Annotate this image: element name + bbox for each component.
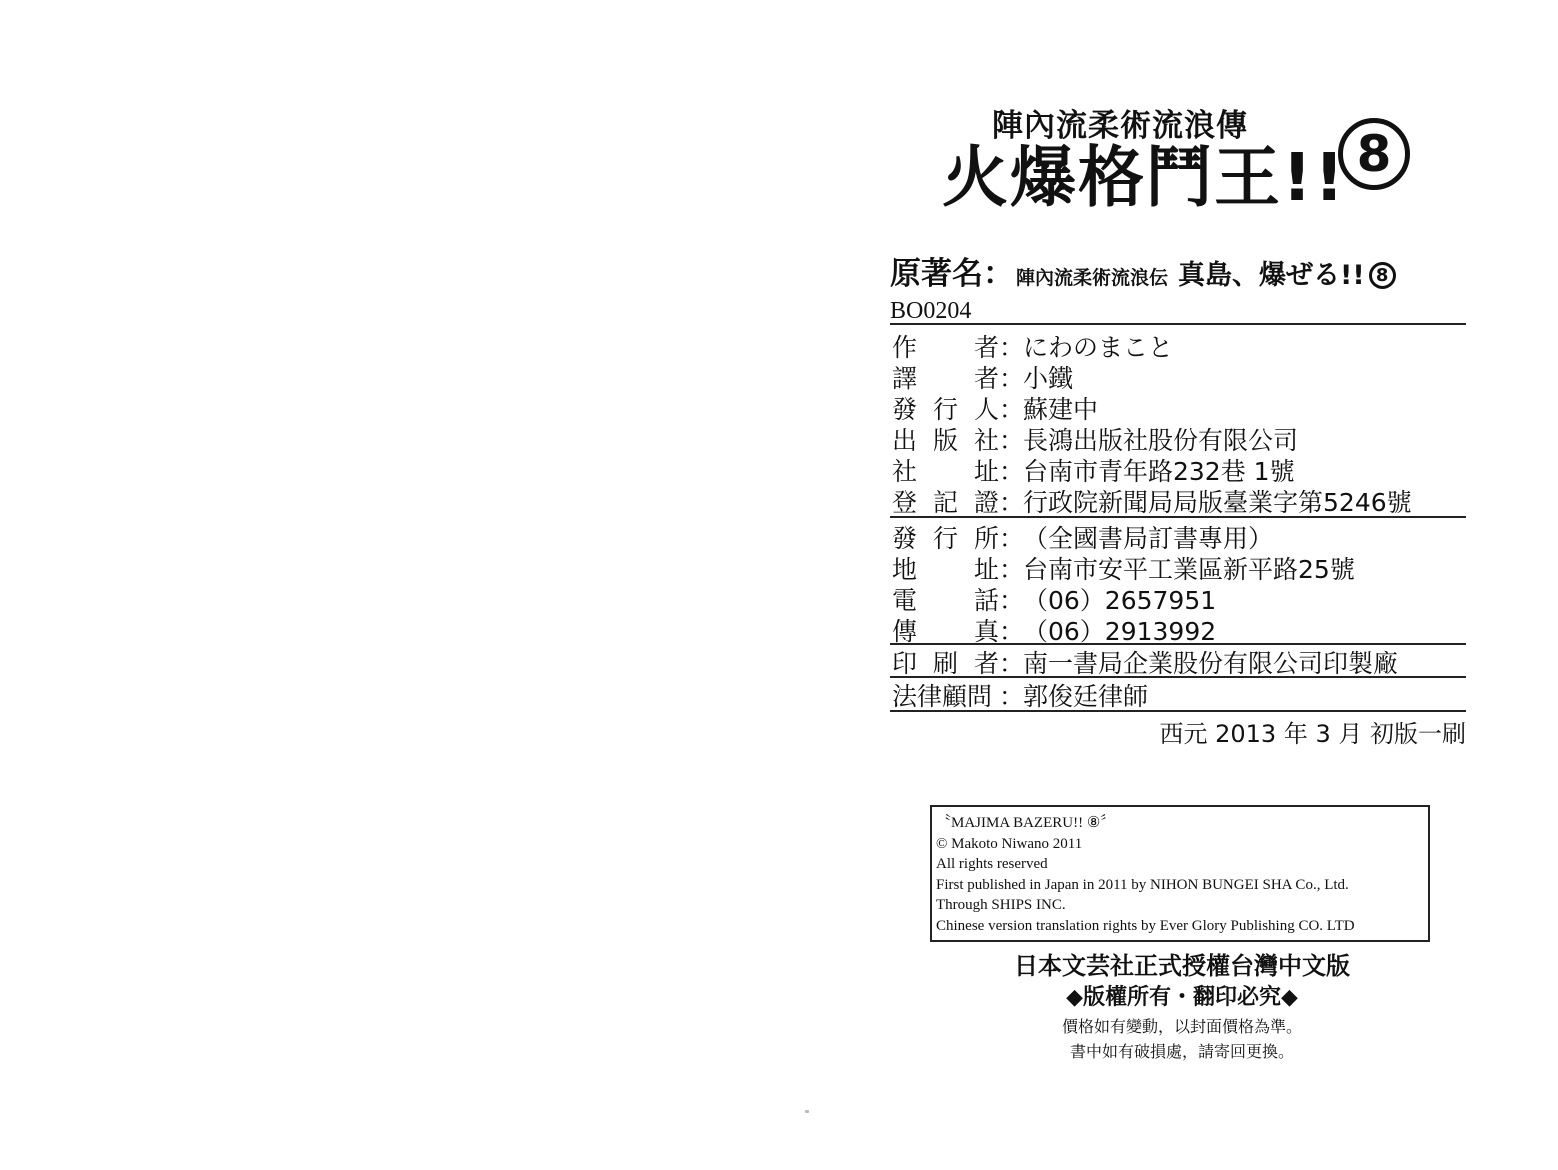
original-title-series: 陣內流柔術流浪伝	[1016, 267, 1169, 289]
rights-statement: ◆版權所有・翻印必究◆	[1066, 985, 1298, 1010]
credit-separator: ：	[999, 487, 1025, 517]
credit-value: 小鐵	[1023, 363, 1074, 393]
credit-separator: ：	[999, 425, 1025, 455]
original-title	[890, 248, 1396, 293]
credit-value: （全國書局訂書專用）	[1023, 523, 1274, 553]
credit-label-char: 發	[892, 523, 918, 553]
copyright-line: Chinese version translation rights by Ever Glory Publishing CO. LTD	[936, 917, 1355, 934]
credit-separator: ：	[999, 585, 1025, 615]
credit-label-char: 址	[973, 456, 999, 486]
credit-value: 郭俊廷律師	[1023, 681, 1149, 711]
book-title: 火爆格鬥王!!	[942, 139, 1347, 216]
credit-value: 蘇建中	[1023, 394, 1099, 424]
credit-row	[892, 646, 1398, 677]
divider-line	[890, 516, 1466, 518]
credit-label-char: 電	[892, 585, 918, 615]
credit-label-char: 行	[932, 523, 958, 553]
credit-value: 南一書局企業股份有限公司印製廠	[1023, 648, 1399, 678]
credit-label-char: 社	[892, 456, 918, 486]
copyright-line: First published in Japan in 2011 by NIHON BUNGEI SHA Co., Ltd.	[936, 876, 1349, 893]
divider-line	[890, 676, 1466, 678]
credit-label-char: 社	[973, 425, 999, 455]
credit-value: 行政院新聞局局版臺業字第5246號	[1023, 487, 1412, 517]
credit-separator: ：	[999, 616, 1025, 646]
credit-value: （06）2657951	[1023, 585, 1217, 615]
volume-number-badge: 8	[1338, 118, 1410, 190]
credit-separator: ：	[999, 681, 1025, 711]
credit-label-char: 者	[973, 363, 999, 393]
credit-label-char: 話	[973, 585, 999, 615]
divider-line	[890, 643, 1466, 645]
credit-label	[892, 483, 999, 519]
credit-label	[892, 677, 999, 713]
original-title-label: 原著名：	[890, 256, 1014, 292]
publication-date: 西元 2013 年 3 月 初版一刷	[1159, 720, 1466, 748]
credit-row	[892, 614, 1216, 645]
credit-value: 長鴻出版社股份有限公司	[1023, 425, 1299, 455]
credit-label-char: 址	[973, 554, 999, 584]
original-title-volume: 8	[1369, 262, 1396, 289]
credit-label-char: 作	[892, 332, 918, 362]
credit-label-char: 所	[973, 523, 999, 553]
credit-label-char: 譯	[892, 363, 918, 393]
credit-value: （06）2913992	[1023, 616, 1217, 646]
credit-separator: ：	[999, 363, 1025, 393]
credit-row	[892, 454, 1295, 485]
authorization-statement: 日本文芸社正式授權台灣中文版	[1014, 952, 1350, 980]
credit-label-char: 者	[973, 648, 999, 678]
credit-label-char: 地	[892, 554, 918, 584]
credit-separator: ：	[999, 554, 1025, 584]
scan-speck	[805, 1110, 809, 1113]
credit-row	[892, 583, 1216, 614]
credit-label-char: 發	[892, 394, 918, 424]
price-notice: 價格如有變動，以封面價格為準。	[1061, 1017, 1302, 1036]
copyright-line: © Makoto Niwano 2011	[936, 835, 1083, 852]
credit-separator: ：	[999, 394, 1025, 424]
credit-row	[892, 361, 1073, 392]
original-title-name: 真島、爆ぜる!!	[1178, 260, 1365, 291]
divider-line	[890, 323, 1466, 325]
series-subtitle: 陣內流柔術流浪傳	[992, 108, 1248, 144]
credit-label-char: 證	[973, 487, 999, 517]
credit-row	[892, 679, 1148, 710]
credit-label-char: 真	[973, 616, 999, 646]
credit-separator: ：	[999, 523, 1025, 553]
credit-label-char: 版	[932, 425, 958, 455]
credit-label-char: 人	[973, 394, 999, 424]
copyright-line: Through SHIPS INC.	[936, 897, 1066, 913]
copyright-box	[930, 805, 1430, 942]
credit-label-char: 刷	[932, 648, 958, 678]
credit-value: にわのまこと	[1023, 332, 1174, 362]
divider-line	[890, 710, 1466, 712]
credit-label-char: 者	[973, 332, 999, 362]
credit-row	[892, 552, 1355, 583]
credit-value: 台南市安平工業區新平路25號	[1023, 554, 1355, 584]
credit-separator: ：	[999, 456, 1025, 486]
credit-label-char: 傳	[892, 616, 918, 646]
credit-row	[892, 330, 1173, 361]
credit-label-char: 印	[892, 648, 918, 678]
credit-row	[892, 392, 1098, 423]
credit-row	[892, 521, 1273, 552]
credit-row	[892, 485, 1412, 516]
credit-label-char: 記	[932, 487, 958, 517]
book-code: BO0204	[890, 298, 972, 324]
credit-label-char: 法律顧問	[892, 681, 993, 711]
credit-label-char: 出	[892, 425, 918, 455]
copyright-line: 〝MAJIMA BAZERU!! ⑧〞	[936, 815, 1116, 831]
credit-label	[892, 644, 999, 680]
credit-row	[892, 423, 1298, 454]
credit-separator: ：	[999, 648, 1025, 678]
credit-separator: ：	[999, 332, 1025, 362]
credit-label-char: 行	[932, 394, 958, 424]
credit-label-char: 登	[892, 487, 918, 517]
copyright-line: All rights reserved	[936, 856, 1048, 872]
credit-value: 台南市青年路232巷 1號	[1023, 456, 1295, 486]
damage-notice: 書中如有破損處，請寄回更換。	[1069, 1042, 1294, 1061]
